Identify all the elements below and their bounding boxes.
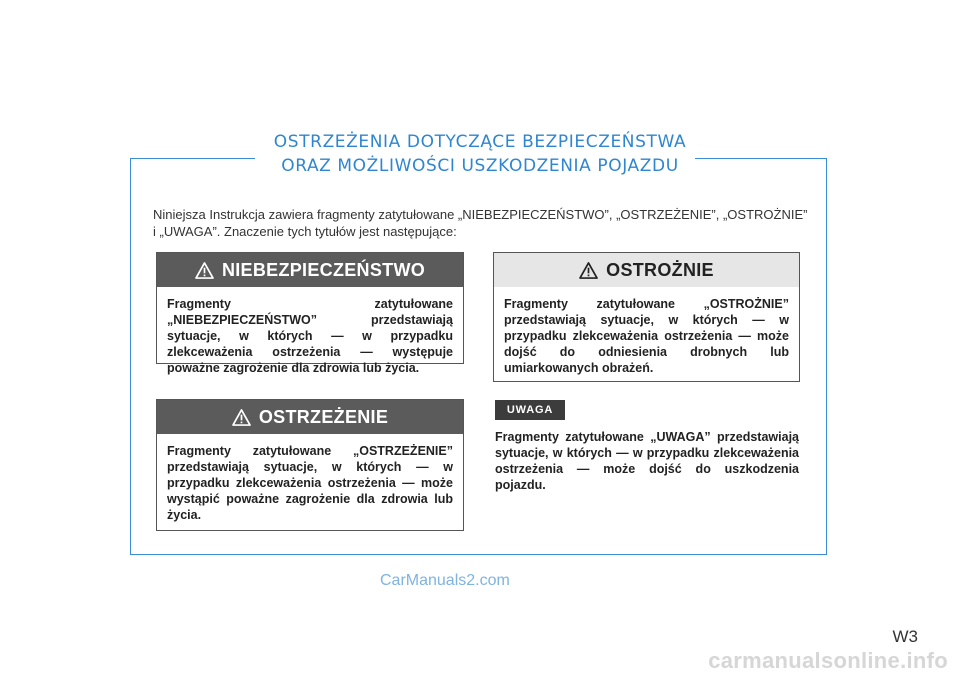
danger-box — [156, 252, 464, 375]
danger-box-title: NIEBEZPIECZEŃSTWO — [221, 259, 426, 280]
notice-badge: UWAGA — [495, 400, 565, 420]
warning-box-header — [157, 400, 463, 434]
page-title-line-1: OSTRZEŻENIA DOTYCZĄCE BEZPIECZEŃSTWA — [273, 132, 687, 152]
footer-watermark: carmanualsonline.info — [708, 648, 948, 673]
warning-triangle-icon — [579, 262, 598, 279]
warning-box — [156, 399, 464, 531]
warning-triangle-icon — [195, 262, 214, 279]
caution-box — [493, 252, 800, 382]
warning-box-text: Fragmenty zatytułowane „OSTRZEŻENIE” przedstawiają sytuacje, w których — w przypadku zlekceważenia ostrzeżenia — może wystąpić poważne zagrożenie dla zdrowia lub życia. — [167, 444, 453, 522]
caution-box-text: Fragmenty zatytułowane „OSTROŻNIE” przedstawiają sytuacje, w których — w przypadku zlekceważenia ostrzeżenia — może dojść do odniesienia drobnych lub umiarkowanych obrażeń. — [504, 297, 789, 375]
page-number: W3 — [892, 627, 918, 646]
notice-text: Fragmenty zatytułowane „UWAGA” przedstawiają sytuacje, w których — w przypadku zlekceważenia ostrzeżenia — może dojść do uszkodzenia pojazdu. — [495, 430, 799, 492]
page-title-line-2: ORAZ MOŻLIWOŚCI USZKODZENIA POJAZDU — [281, 156, 679, 176]
warning-triangle-icon — [232, 409, 251, 426]
watermark-carmanuals: CarManuals2.com — [380, 572, 510, 589]
intro-paragraph: Niniejsza Instrukcja zawiera fragmenty zatytułowane „NIEBEZPIECZEŃSTWO”, „OSTRZEŻENIE”, „OSTROŻNIE” i „UWAGA”. Znaczenie tych tytułów jest następujące: — [153, 207, 808, 239]
warning-box-title: OSTRZEŻENIE — [258, 406, 389, 427]
page-title — [200, 130, 760, 178]
danger-box-text: Fragmenty zatytułowane „NIEBEZPIECZEŃSTWO” przedstawiają sytuacje, w których — w przypadku zlekceważenia ostrzeżenia — występuje poważne zagrożenie dla zdrowia lub życia. — [167, 297, 453, 375]
caution-box-title: OSTROŻNIE — [606, 259, 714, 280]
danger-box-header — [157, 253, 463, 287]
caution-box-header — [494, 253, 799, 287]
